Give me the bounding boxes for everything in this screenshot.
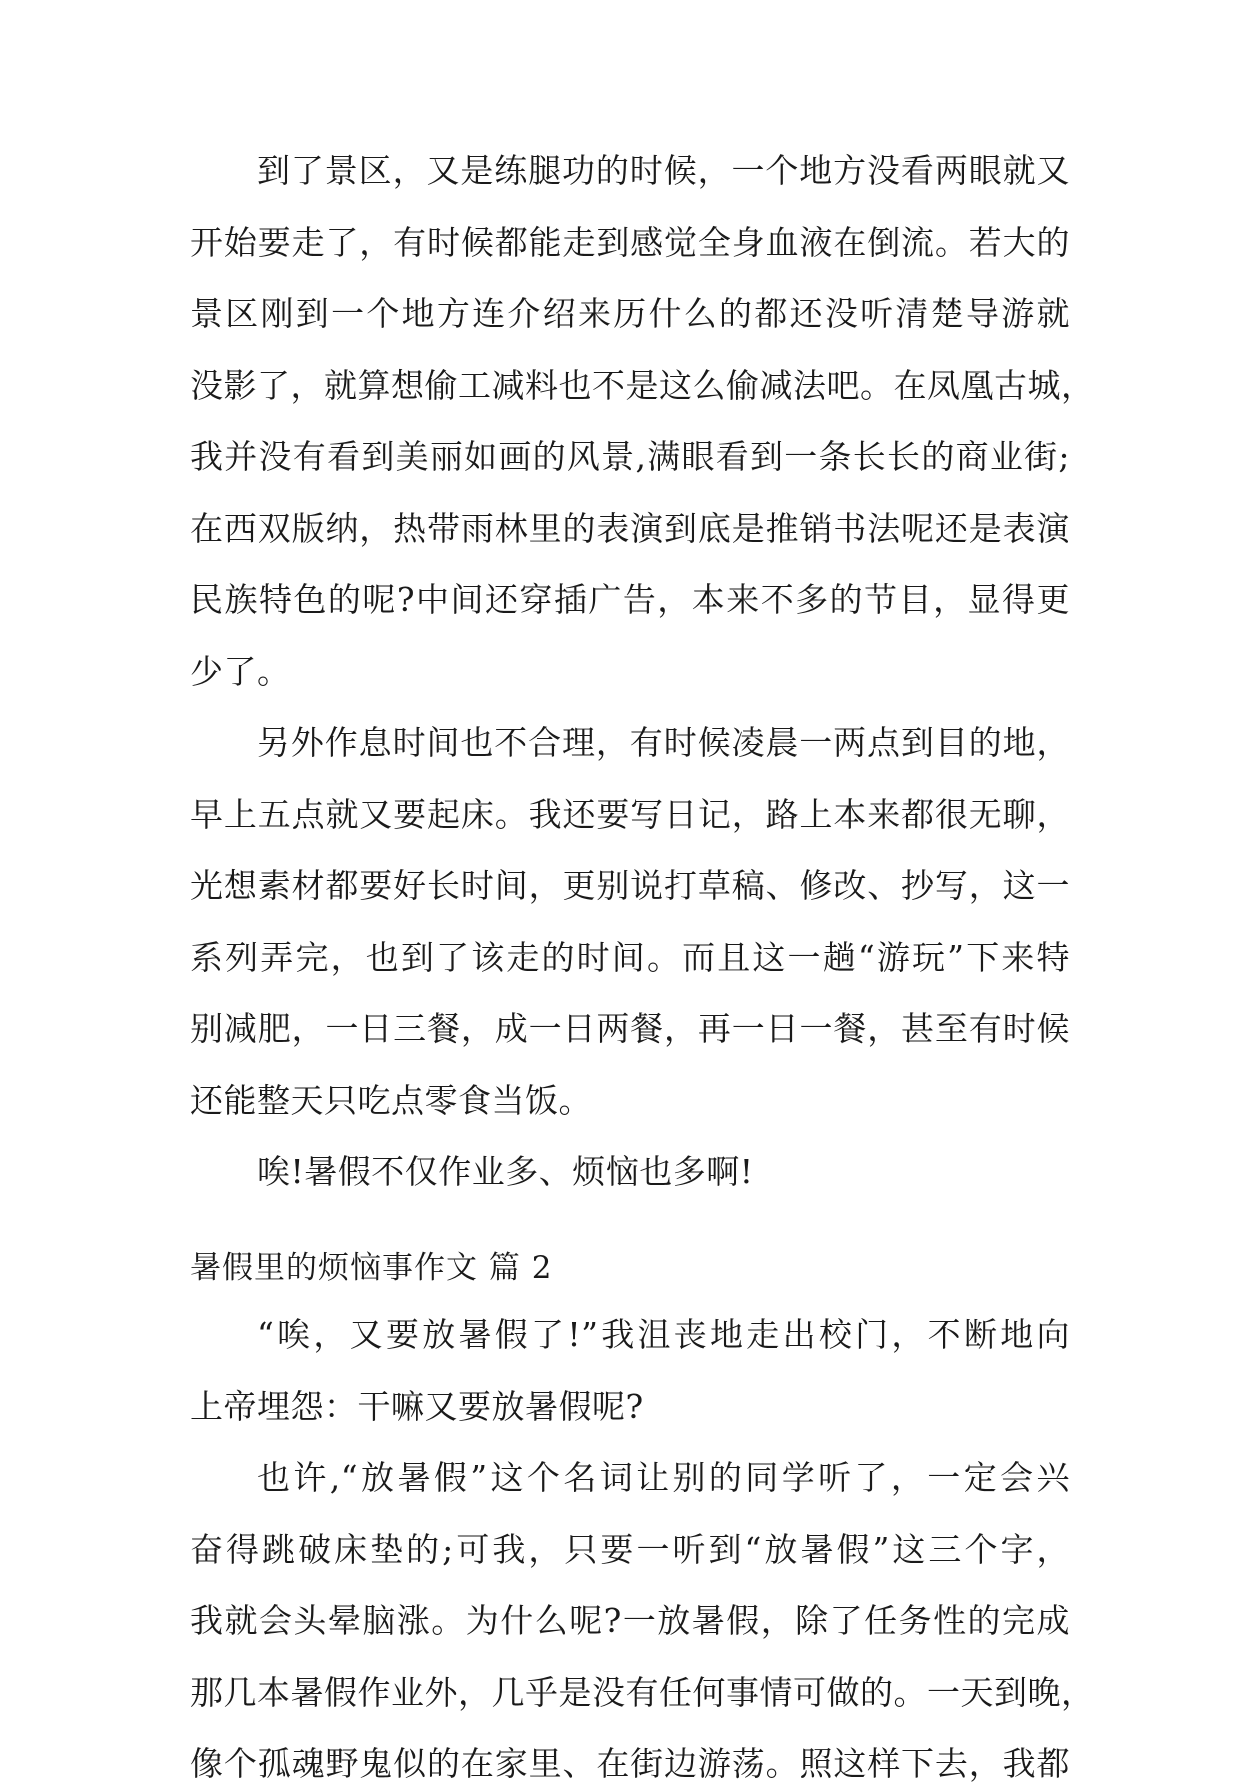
paragraph-line: 别减肥，一日三餐，成一日两餐，再一日一餐，甚至有时候 xyxy=(190,1009,1070,1048)
paragraph-line: 那几本暑假作业外，几乎是没有任何事情可做的。一天到晚， xyxy=(190,1673,1095,1712)
paragraph-line: 还能整天只吃点零食当饭。 xyxy=(190,1081,592,1120)
paragraph-line: 也许,“放暑假”这个名词让别的同学听了，一定会兴 xyxy=(257,1458,1070,1497)
paragraph-line: 民族特色的呢?中间还穿插广告，本来不多的节目，显得更 xyxy=(190,580,1070,619)
paragraph-line: 开始要走了，有时候都能走到感觉全身血液在倒流。若大的 xyxy=(190,223,1070,262)
paragraph-line: “唉，又要放暑假了!”我沮丧地走出校门，不断地向 xyxy=(257,1315,1070,1354)
paragraph-line: 没影了，就算想偷工减料也不是这么偷减法吧。在凤凰古城， xyxy=(190,366,1095,405)
paragraph-line: 到了景区，又是练腿功的时候，一个地方没看两眼就又 xyxy=(257,151,1070,190)
paragraph-line: 早上五点就又要起床。我还要写日记，路上本来都很无聊， xyxy=(190,795,1070,834)
paragraph-line: 光想素材都要好长时间，更别说打草稿、修改、抄写，这一 xyxy=(190,866,1070,905)
paragraph-line: 系列弄完，也到了该走的时间。而且这一趟“游玩”下来特 xyxy=(190,938,1070,977)
paragraph-line: 我并没有看到美丽如画的风景,满眼看到一条长长的商业街; xyxy=(190,437,1070,476)
paragraph-line: 奋得跳破床垫的;可我，只要一听到“放暑假”这三个字， xyxy=(190,1530,1070,1569)
paragraph-line: 我就会头晕脑涨。为什么呢?一放暑假，除了任务性的完成 xyxy=(190,1601,1070,1640)
paragraph-line: 唉!暑假不仅作业多、烦恼也多啊! xyxy=(257,1152,754,1191)
paragraph-line: 少了。 xyxy=(190,652,291,691)
paragraph-line: 在西双版纳，热带雨林里的表演到底是推销书法呢还是表演 xyxy=(190,509,1070,548)
paragraph-line: 上帝埋怨：干嘛又要放暑假呢? xyxy=(190,1387,644,1426)
paragraph-line: 另外作息时间也不合理，有时候凌晨一两点到目的地， xyxy=(257,723,1070,762)
paragraph-line: 像个孤魂野鬼似的在家里、在街边游荡。照这样下去，我都 xyxy=(190,1744,1070,1783)
paragraph-line: 景区刚到一个地方连介绍来历什么的都还没听清楚导游就 xyxy=(190,294,1070,333)
section-heading: 暑假里的烦恼事作文 篇 2 xyxy=(190,1250,553,1286)
